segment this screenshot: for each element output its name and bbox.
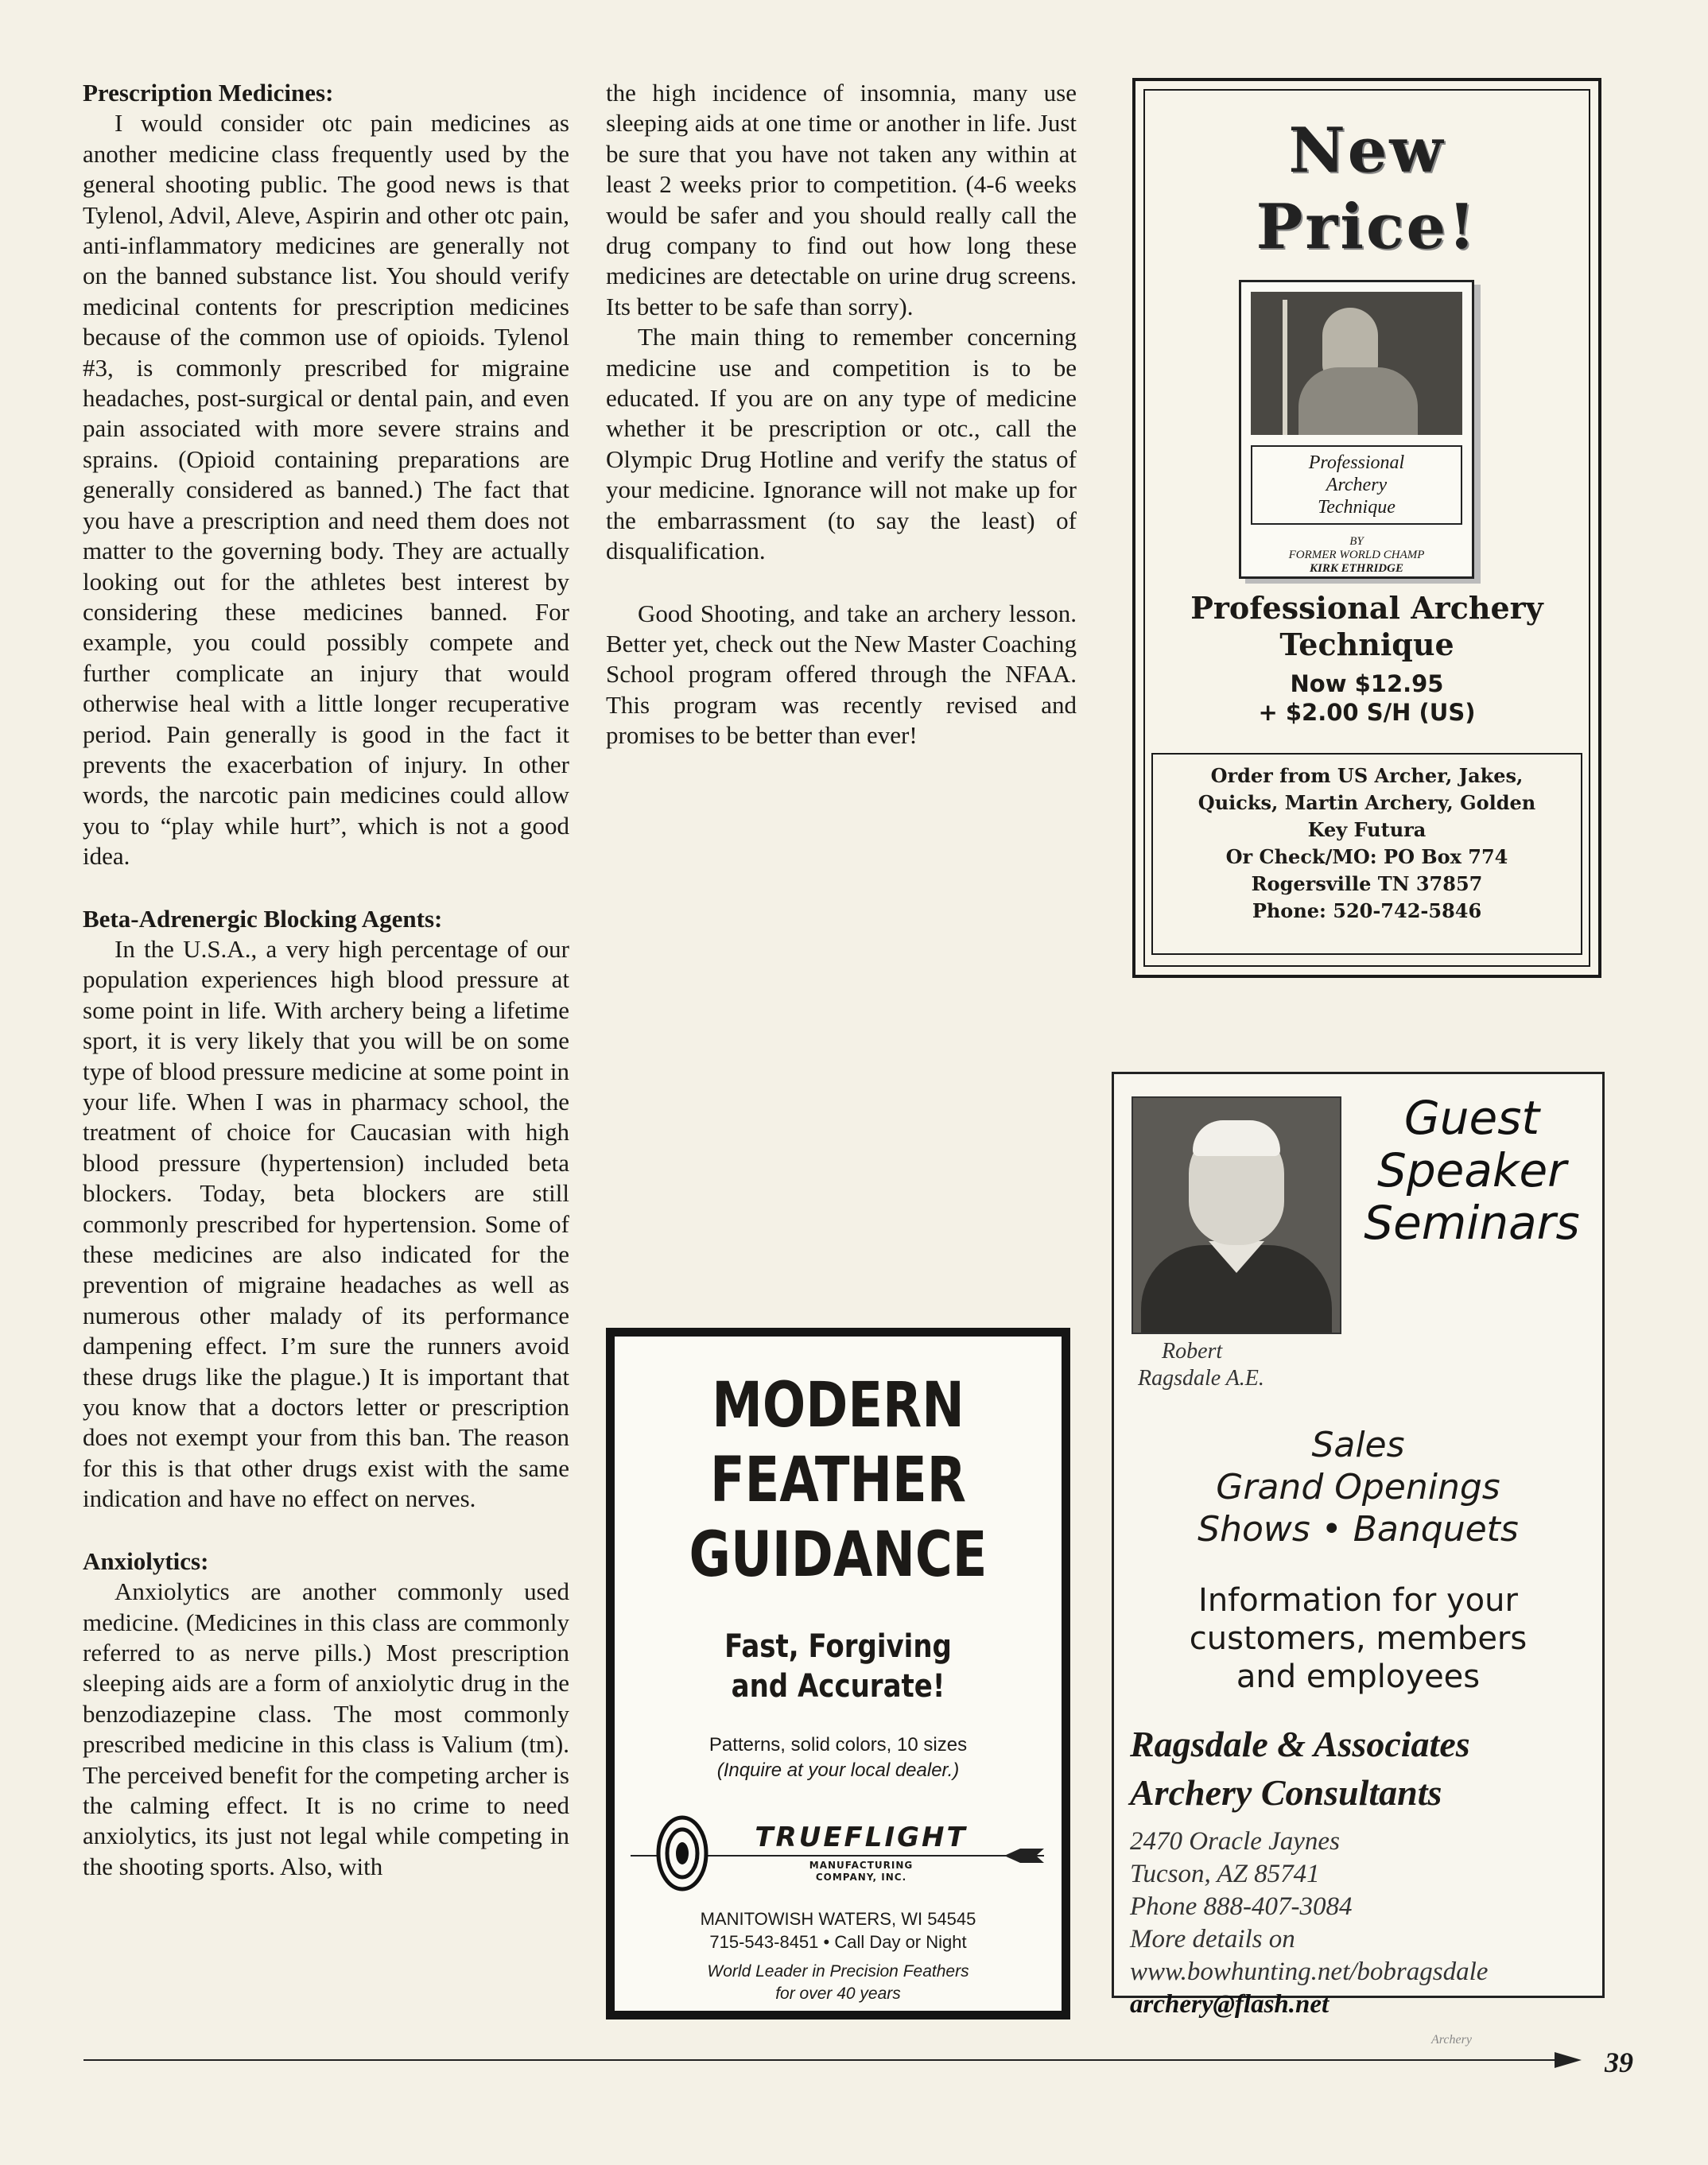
order-info-box bbox=[1151, 753, 1582, 955]
speaker-title bbox=[1345, 1092, 1599, 1249]
price-block bbox=[1135, 669, 1598, 727]
headline-line: GUIDANCE bbox=[689, 1519, 988, 1591]
order-line: Order from US Archer, Jakes, bbox=[1210, 764, 1524, 787]
price: Now $12.95 bbox=[1290, 670, 1444, 697]
order-line: Or Check/MO: PO Box 774 bbox=[1225, 845, 1508, 868]
tagline bbox=[615, 1961, 1062, 2005]
patterns-line: Patterns, solid colors, 10 sizes bbox=[708, 1734, 968, 1756]
page-number: 39 bbox=[1605, 2047, 1633, 2078]
ad-subheadline bbox=[648, 1627, 1028, 1706]
book-title-line: Professional bbox=[1308, 452, 1405, 473]
book-title bbox=[1251, 445, 1462, 525]
company-type bbox=[710, 1860, 1012, 1884]
paragraph: The main thing to remember concerning medicine use and competition is to be educated. If you are on any type of medicine whether it be prescription or otc., call the Olympic Drug Hotline and verify the status of your medicine. Ignorance will not make up for the embarrassment (to say the least) of disqualification. bbox=[606, 323, 1077, 565]
author-line: FORMER WORLD CHAMP bbox=[1288, 549, 1425, 561]
address-line: 2470 Oracle Jaynes bbox=[1130, 1827, 1340, 1856]
bow-shape bbox=[1283, 300, 1287, 435]
company-line: COMPANY, INC. bbox=[815, 1872, 907, 1883]
title-line: Seminars bbox=[1364, 1196, 1580, 1250]
ad-trueflight bbox=[606, 1328, 1070, 2020]
paragraph: I would consider otc pain medicines as another medicine class frequently used by the general shooting public. The good news is that Tylenol, Advil, Aleve, Aspirin and other otc pain, anti-inflammatory medicines are generally not on the banned substance list. You should verify medicinal contents for prescription medicines because of the common use of opioids. Tylenol #3, is commonly prescribed for migraine headaches, post-surgical or dental pain, and even pain associated with more severe strains and sprains. (Opioid containing preparations are generally considered as banned.) The fact that you have a prescription and need them does not matter to the governing body. They are actually looking out for the athletes best interest by considering these medicines banned. For example, you could possibly compete and further complicate an injury that would otherwise heal with a little longer recuperative period. Pain generally is good in the fact it prevents the exacerbation of injury. In other words, the narcotic pain medicines could allow you to “play while hurt”, which is not a good idea. bbox=[83, 109, 569, 871]
tagline-line: for over 40 years bbox=[775, 1985, 901, 2003]
shipping: + $2.00 S/H (US) bbox=[1258, 699, 1476, 726]
book-title-line: Archery bbox=[1326, 475, 1388, 495]
paragraph: the high incidence of insomnia, many use sleeping aids at one time or another in life. Just be sure that you have not taken any within at least 2 weeks prior to competition. (4-6 weeks would be safer and you should really call the drug company to find out how long these medicines are detectable on urine drug screens. Its better to be safe than sorry). bbox=[606, 79, 1077, 320]
ad-guest-speaker bbox=[1112, 1072, 1605, 2019]
order-line: Phone: 520-742-5846 bbox=[1252, 899, 1482, 922]
address-line: Tucson, AZ 85741 bbox=[1130, 1860, 1320, 1888]
arrow-head-icon bbox=[1555, 2052, 1582, 2068]
archer-body-shape bbox=[1298, 367, 1418, 435]
event-line: Grand Openings bbox=[1216, 1467, 1500, 1507]
article-column-1 bbox=[83, 78, 569, 1882]
author-line: BY bbox=[1349, 535, 1364, 548]
headline-line: FEATHER bbox=[709, 1445, 967, 1516]
ad-new-price bbox=[1132, 78, 1601, 978]
paragraph: Good Shooting, and take an archery lesson. Better yet, check out the New Master Coaching School program offered through the NFAA. This program was recently revised and promises to be better than ever! bbox=[606, 599, 1077, 750]
subheadline-line: and Accurate! bbox=[731, 1668, 945, 1705]
firm-line: Archery Consultants bbox=[1130, 1772, 1442, 1813]
phone: Phone 888-407-3084 bbox=[1130, 1892, 1353, 1921]
phone-line: 715-543-8451 • Call Day or Night bbox=[709, 1932, 967, 1952]
website-link: www.bowhunting.net/bobragsdale bbox=[1130, 1957, 1489, 1986]
magazine-name: Archery bbox=[1431, 2033, 1472, 2047]
title-line: Speaker bbox=[1377, 1143, 1566, 1197]
archer-photo bbox=[1251, 292, 1462, 435]
subheadline-line: Fast, Forgiving bbox=[724, 1628, 952, 1665]
inquire-line: (Inquire at your local dealer.) bbox=[716, 1760, 960, 1781]
ad-headline bbox=[655, 1368, 1022, 1593]
event-line: Sales bbox=[1311, 1425, 1405, 1465]
email-link: archery@flash.net bbox=[1130, 1990, 1330, 2019]
footer-rule bbox=[83, 2059, 1562, 2061]
order-line: Key Futura bbox=[1307, 818, 1427, 841]
book-author bbox=[1241, 535, 1472, 576]
heading-prescription-medicines: Prescription Medicines: bbox=[83, 79, 334, 107]
headline-line: MODERN bbox=[712, 1370, 965, 1441]
order-line: Quicks, Martin Archery, Golden bbox=[1198, 791, 1536, 814]
company-line: MANUFACTURING bbox=[809, 1860, 914, 1871]
firm-name bbox=[1130, 1720, 1470, 1817]
target-icon bbox=[654, 1814, 710, 1893]
brand-name: TRUEFLIGHT bbox=[755, 1822, 968, 1853]
product-details bbox=[615, 1732, 1062, 1783]
product-line: Technique bbox=[1279, 627, 1454, 662]
event-line: Shows • Banquets bbox=[1198, 1509, 1519, 1550]
info-text bbox=[1114, 1581, 1602, 1696]
book-cover bbox=[1239, 280, 1474, 579]
heading-anxiolytics: Anxiolytics: bbox=[83, 1546, 209, 1575]
ad-headline bbox=[1135, 113, 1598, 266]
caption-line: Ragsdale A.E. bbox=[1138, 1366, 1264, 1391]
event-types bbox=[1114, 1424, 1602, 1550]
caption-line: Robert bbox=[1162, 1339, 1223, 1364]
speaker-photo bbox=[1132, 1096, 1341, 1334]
more-details: More details on bbox=[1130, 1925, 1295, 1954]
info-line: customers, members bbox=[1189, 1620, 1527, 1657]
headline-line: New bbox=[1288, 114, 1446, 187]
info-line: Information for your bbox=[1198, 1582, 1518, 1619]
city-line: MANITOWISH WATERS, WI 54545 bbox=[700, 1909, 976, 1929]
paragraph: Anxiolytics are another commonly used medicine. (Medicines in this class are commonly referred to as nerve pills.) Most prescription sleeping aids are a form of anxiolytic drug in the benzodiazepine class. The most commonly prescribed medicine in this class is Valium (tm). The perceived benefit for the competing archer is the calming effect. It is no crime to need anxiolytics, its just not legal while competing in the shooting sports. Also, with bbox=[83, 1577, 569, 1880]
article-column-2 bbox=[606, 78, 1077, 751]
title-line: Guest bbox=[1403, 1091, 1540, 1145]
product-line: Professional Archery bbox=[1190, 590, 1543, 626]
product-name bbox=[1135, 590, 1598, 663]
speaker-hair-shape bbox=[1193, 1120, 1280, 1156]
photo-caption bbox=[1138, 1338, 1264, 1392]
paragraph: In the U.S.A., a very high percentage of our population experiences high blood pressure at some point in life. With archery being a lifetime sport, it is very likely that you will be on some type of blood pressure medicine at some point in your life. When I was in pharmacy school, the treatment of choice for Caucasian with high blood pressure (hypertension) included beta blockers. Today, beta blockers are still commonly prescribed for hypertension. Some of these medicines are also indicated for the prevention of migraine headaches as well as numerous other malady of its performance dampening effect. I’m sure the runners avoid these drugs like the plague.) It is important that you know that a doctors letter or prescription does not exempt your from this ban. The reason for this is that other drugs exist with the same indication and have no effect on nerves. bbox=[83, 934, 569, 1513]
headline-line: Price! bbox=[1256, 191, 1478, 263]
book-title-line: Technique bbox=[1318, 497, 1396, 518]
contact-info bbox=[1130, 1826, 1488, 2021]
firm-line: Ragsdale & Associates bbox=[1130, 1724, 1470, 1764]
tagline-line: World Leader in Precision Feathers bbox=[707, 1962, 969, 1981]
info-line: and employees bbox=[1236, 1659, 1481, 1695]
heading-beta-blockers: Beta-Adrenergic Blocking Agents: bbox=[83, 904, 443, 933]
author-line: KIRK ETHRIDGE bbox=[1310, 562, 1403, 575]
company-location bbox=[615, 1907, 1062, 1954]
order-line: Rogersville TN 37857 bbox=[1251, 872, 1483, 895]
